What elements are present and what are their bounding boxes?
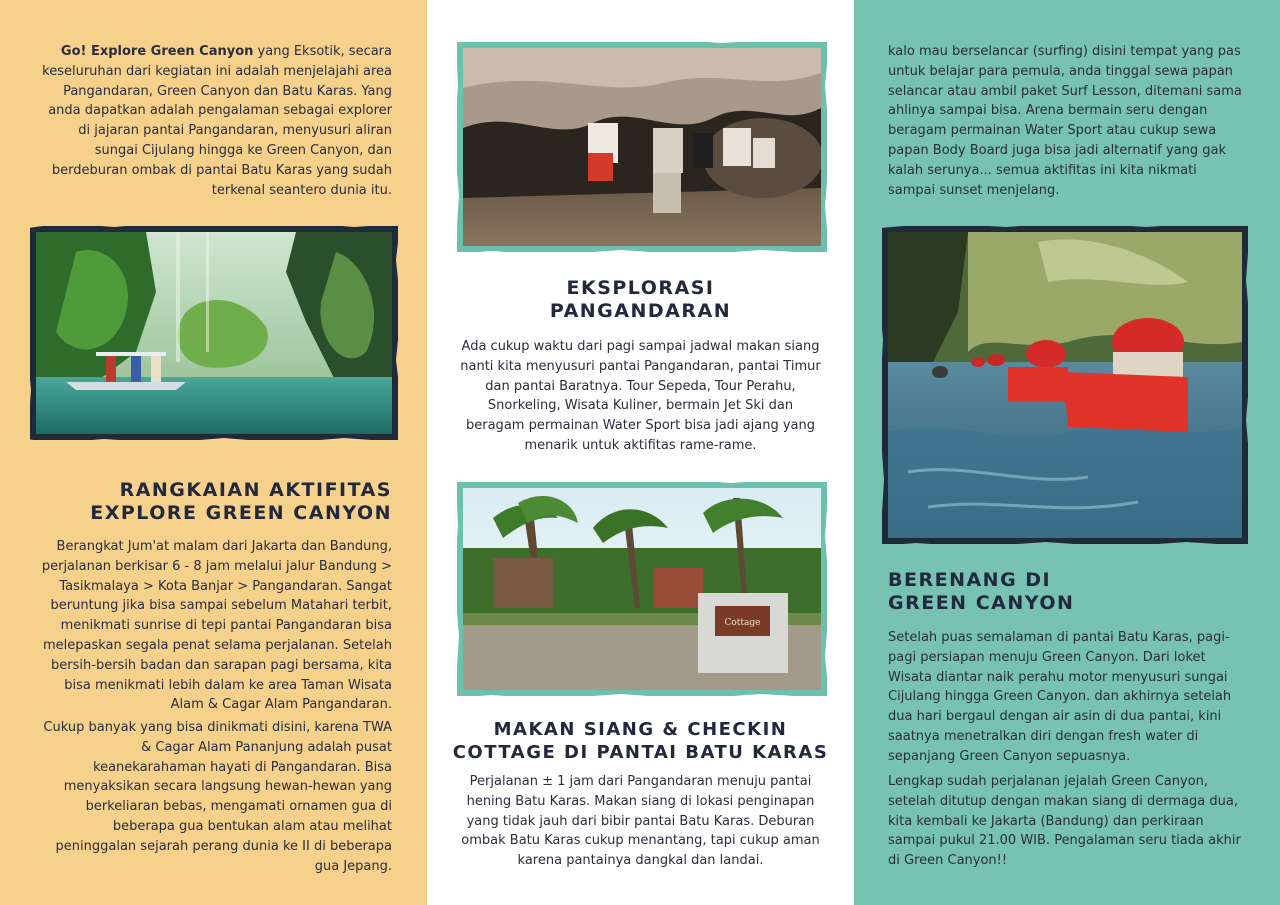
photo-cave-exploration — [457, 42, 827, 252]
column-middle — [427, 0, 854, 905]
photo-green-canyon-boat — [30, 226, 398, 440]
eksplorasi-paragraph: Ada cukup waktu dari pagi sampai jadwal makan siang nanti kita menyusuri pantai Pangandaran, pantai Timur dan pantai Baratnya. Tour Sepeda, Tour Perahu, Snorkeling, Wisata Kuliner, bermain Jet Ski dan beragam permainan Water Sport bisa jadi ajang yang menarik untuk aktifitas rame-rame. — [460, 339, 821, 453]
heading-berenang — [888, 569, 1248, 615]
rangkaian-paragraph-2: Cukup banyak yang bisa dinikmati disini, karena TWA & Cagar Alam Pananjung adalah pusat keanekarahaman hayati di Pangandaran. Bisa menyaksikan secara langsung hewan-hewan yang berkeliaran bebas, mengamati ornamen gua di beberapa gua bentukan alam atau melihat peninggalan sejarah perang dunia ke II di beberapa gua Jepang. — [43, 720, 392, 874]
rangkaian-paragraph-1: Berangkat Jum'at malam dari Jakarta dan Bandung, perjalanan berkisar 6 - 8 jam melalui jalur Bandung > Tasikmalaya > Kota Banjar > Pangandaran. Sangat beruntung jika bisa sampai sebelum Matahari terbit, menikmati sunrise di tepi pantai Pangandaran bisa melepaskan segala penat selama perjalanan. Setelah bersih-bersih badan dan sarapan pagi bersama, kita bisa menikmati lebih dalam ke area Taman Wisata Alam & Cagar Alam Pangandaran. — [41, 539, 392, 713]
heading-berenang-line1: BERENANG DI — [888, 569, 1052, 591]
heading-rangkaian-line2: EXPLORE GREEN CANYON — [90, 502, 392, 524]
cottage-sign-text: Cottage — [724, 618, 761, 628]
berenang-paragraph-1: Setelah puas semalaman di pantai Batu Karas, pagi-pagi persiapan menuju Green Canyon. Dari loket Wisata diantar naik perahu motor menyusuri sungai Cijulang hingga Green Canyon. dan akhirnya setelah dua hari bergaul dengan air asin di dua pantai, kini saatnya menetralkan diri dengan fresh water di sepanjang Green Canyon sepuasnya. — [888, 630, 1232, 764]
column-left — [0, 0, 427, 905]
intro-paragraph — [40, 42, 392, 200]
makan-siang-paragraph: Perjalanan ± 1 jam dari Pangandaran menuju pantai hening Batu Karas. Makan siang di lokasi penginapan yang tidak jauh dari bibir pantai Batu Karas. Deburan ombak Batu Karas cukup menantang, tapi cukup aman karena pantainya dangkal dan landai. — [461, 774, 820, 869]
heading-makan-siang-line1: MAKAN SIANG & CHECKIN — [493, 719, 788, 740]
berenang-paragraph-2: Lengkap sudah perjalanan jejalah Green Canyon, setelah ditutup dengan makan siang di dermaga dua, kita kembali ke Jakarta (Bandung) dan perkiraan sampai pukul 21.00 WIB. Pengalaman seru tiada akhir di Green Canyon!! — [888, 774, 1241, 869]
photo-swimming-green-canyon — [882, 226, 1248, 544]
intro-rest: yang Eksotik, secara keseluruhan dari kegiatan ini adalah menjelajahi area Pangandaran, Green Canyon dan Batu Karas. Yang anda dapatkan adalah pengalaman sebagai explorer di jajaran pantai Pangandaran, menyusuri aliran sungai Cijulang hingga ke Green Canyon, dan berdeburan ombak di pantai Batu Karas yang sudah terkenal seantero dunia itu. — [42, 44, 392, 198]
intro-lead: Go! Explore Green Canyon — [60, 44, 254, 59]
heading-berenang-line2: GREEN CANYON — [888, 592, 1075, 614]
heading-rangkaian — [40, 479, 392, 525]
photo-cottage-batu-karas — [457, 482, 827, 696]
surfing-paragraph: kalo mau berselancar (surfing) disini tempat yang pas untuk belajar para pemula, anda tinggal sewa papan selancar atau ambil paket Surf Lesson, ditemani sama ahlinya sampai bisa. Arena bermain seru dengan beragam permainan Water Sport atau cukup sewa papan Body Board juga bisa jadi alternatif yang gak kalah serunya... semua aktifitas ini kita nikmati sampai sunset menjelang. — [888, 44, 1242, 198]
heading-eksplorasi-line2: PANGANDARAN — [549, 300, 732, 322]
heading-eksplorasi — [447, 277, 834, 323]
heading-makan-siang-line2: COTTAGE DI PANTAI BATU KARAS — [452, 742, 829, 763]
heading-makan-siang — [437, 718, 844, 764]
heading-eksplorasi-line1: EKSPLORASI — [566, 277, 715, 299]
column-right — [854, 0, 1280, 905]
heading-rangkaian-line1: RANGKAIAN AKTIFITAS — [119, 479, 392, 501]
